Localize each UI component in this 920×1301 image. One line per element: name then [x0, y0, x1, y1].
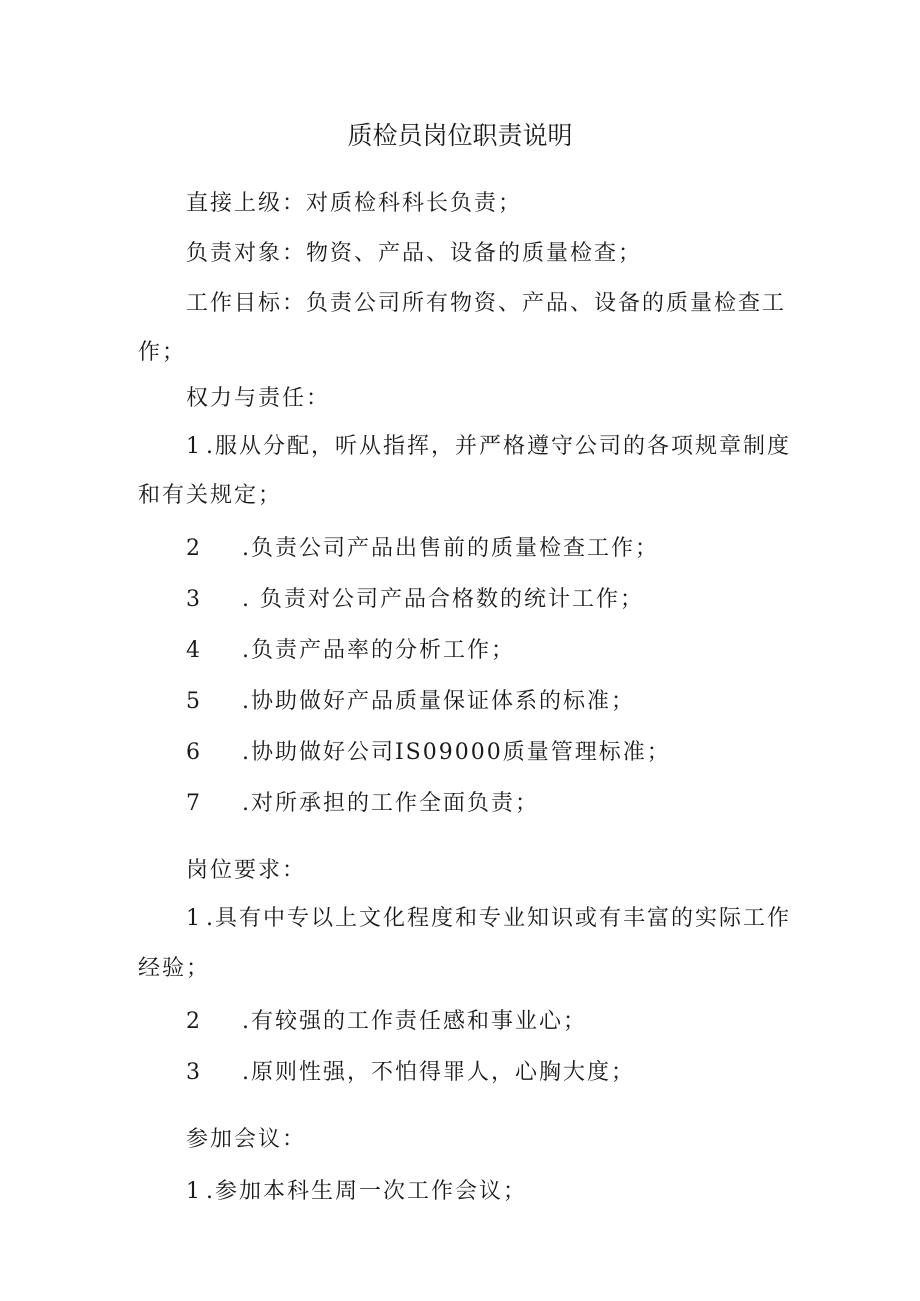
document-title: 质检员岗位职责说明: [347, 121, 573, 150]
item-text: .负责产品率的分析工作；: [242, 638, 515, 663]
meetings-heading: 参加会议：: [186, 1127, 307, 1152]
rights-item-2: [186, 534, 659, 564]
item-number: 1: [186, 906, 202, 931]
item-text: .负责公司产品出售前的质量检查工作；: [242, 536, 659, 561]
meetings-item-1: [186, 1177, 527, 1207]
item-text: .原则性强，不怕得罪人，心胸大度；: [242, 1060, 635, 1085]
item-number: 7: [186, 791, 202, 816]
requirements-heading: 岗位要求：: [186, 858, 307, 883]
rights-item-4: [186, 636, 515, 666]
item-text: .对所承担的工作全面负责；: [242, 791, 539, 816]
item-text: .协助做好公司IS09000质量管理标准；: [242, 740, 671, 765]
item-number: 6: [186, 740, 202, 765]
goal-line-2: 作；: [138, 340, 187, 365]
item-number: 2: [186, 1009, 202, 1034]
rights-item-1-continued: 和有关规定；: [138, 483, 283, 508]
item-number: 5: [186, 689, 202, 714]
item-number: 3: [186, 587, 202, 612]
superior-line: 直接上级：对质检科科长负责；: [186, 191, 523, 216]
item-text: .服从分配，听从指挥，并严格遵守公司的各项规章制度: [206, 434, 791, 459]
item-text: . 负责对公司产品合格数的统计工作；: [242, 587, 644, 612]
requirements-item-1-continued: 经验；: [138, 956, 211, 981]
rights-item-3: [186, 585, 644, 615]
item-text: .具有中专以上文化程度和专业知识或有丰富的实际工作: [206, 906, 791, 931]
item-number: 1: [186, 434, 202, 459]
item-number: 2: [186, 536, 202, 561]
item-number: 4: [186, 638, 202, 663]
item-text: .协助做好产品质量保证体系的标准；: [242, 689, 635, 714]
rights-heading: 权力与责任：: [186, 386, 331, 411]
requirements-item-1: [186, 904, 791, 934]
rights-item-5: [186, 687, 635, 717]
goal-line-1: 工作目标：负责公司所有物资、产品、设备的质量检查工: [186, 291, 787, 316]
rights-item-1: [186, 432, 791, 462]
item-number: 1: [186, 1179, 202, 1204]
item-text: .参加本科生周一次工作会议；: [206, 1179, 527, 1204]
requirements-item-3: [186, 1058, 635, 1088]
rights-item-6: [186, 738, 671, 768]
responsible-object-line: 负责对象：物资、产品、设备的质量检查；: [186, 241, 643, 266]
item-text: .有较强的工作责任感和事业心；: [242, 1009, 587, 1034]
rights-item-7: [186, 789, 539, 819]
requirements-item-2: [186, 1007, 587, 1037]
item-number: 3: [186, 1060, 202, 1085]
